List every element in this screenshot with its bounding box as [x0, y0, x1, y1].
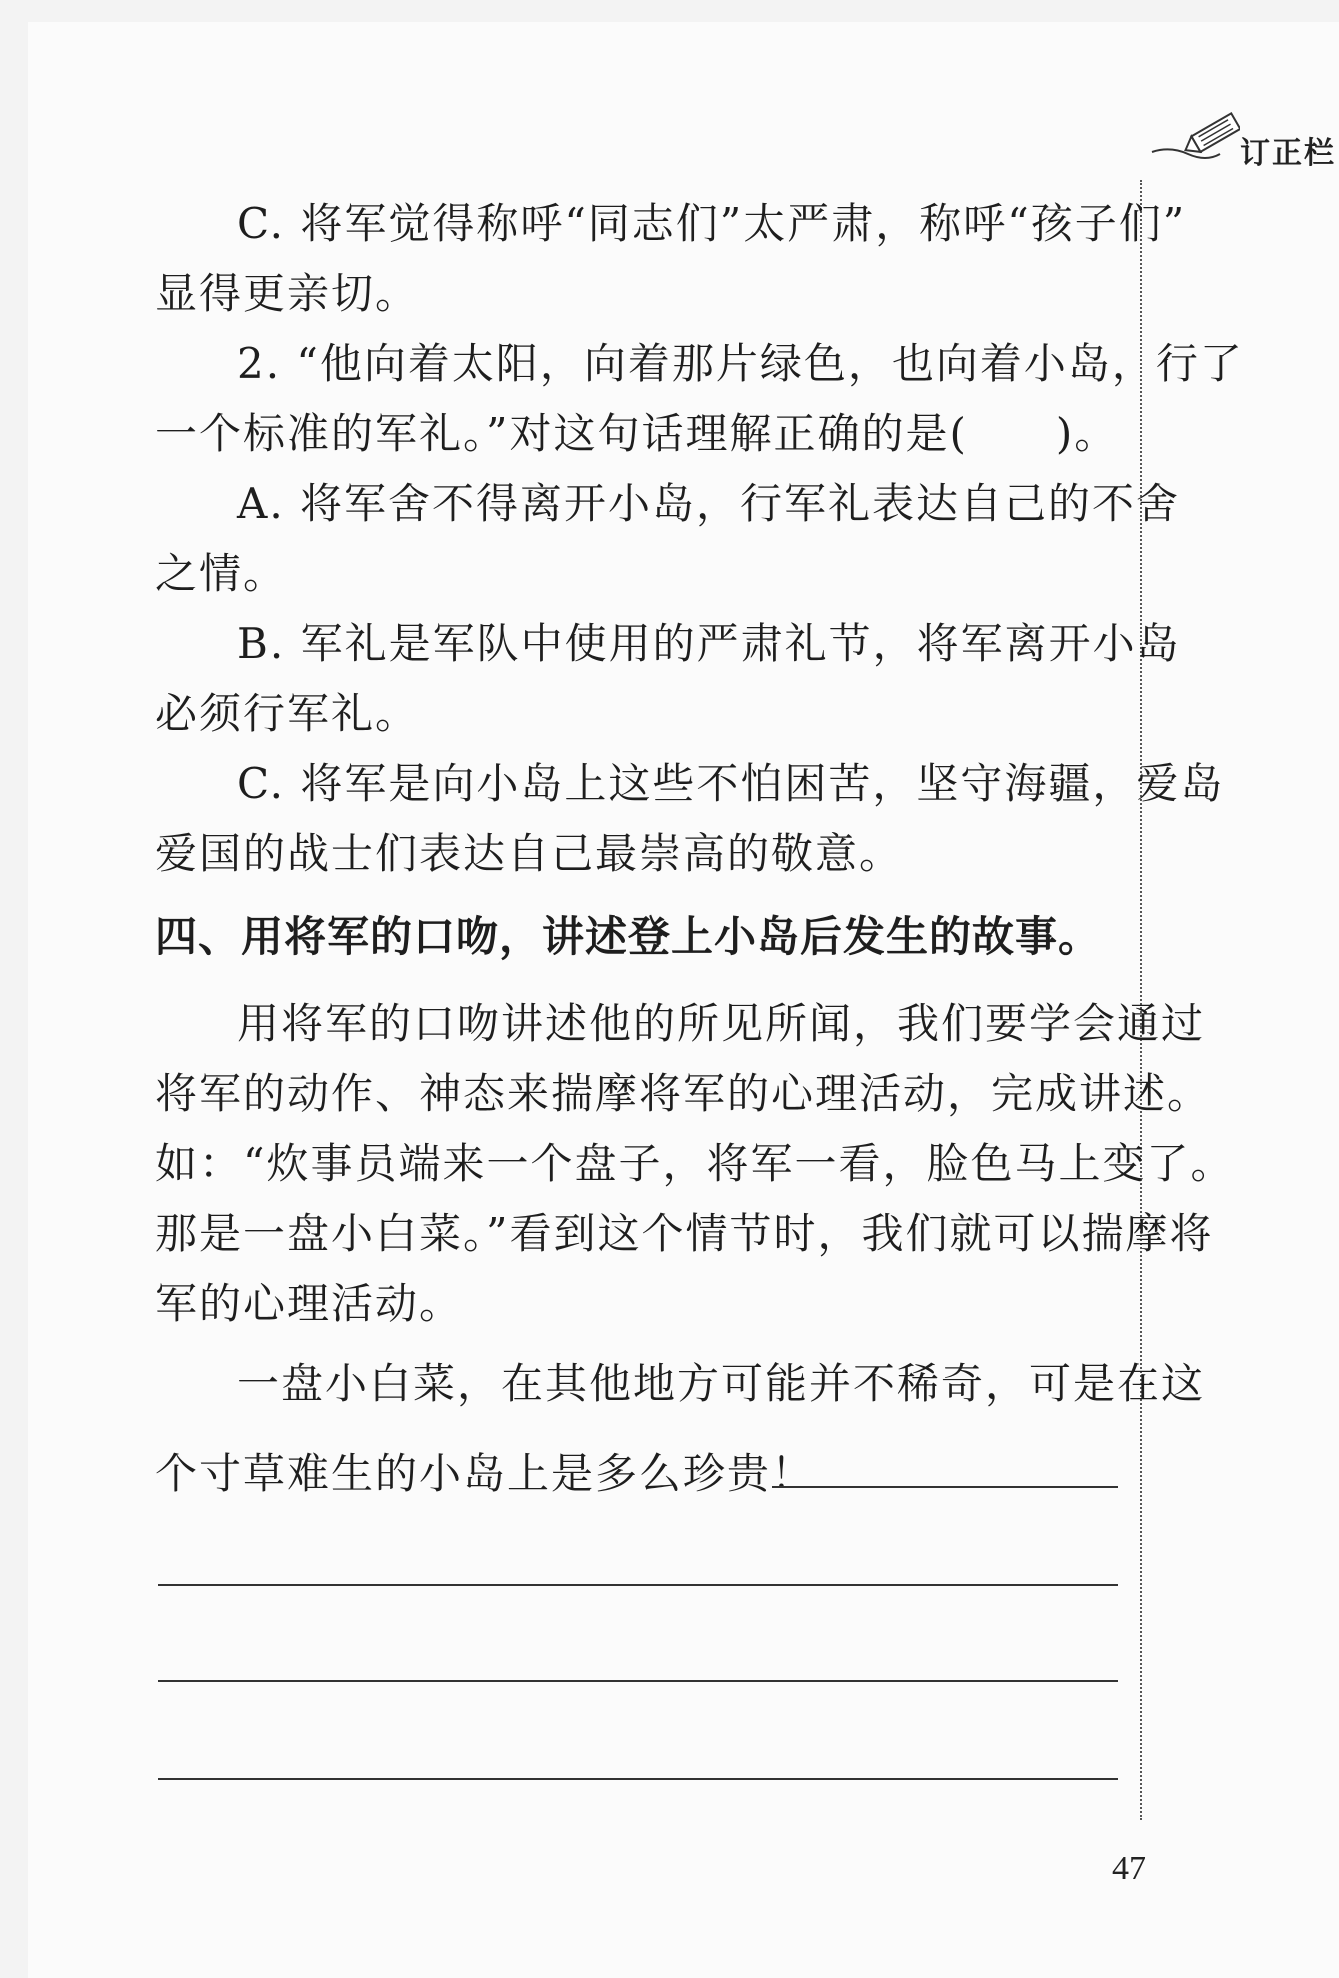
answer-blank-line[interactable]: [772, 1486, 1118, 1488]
option-text: 显得更亲切。: [155, 269, 420, 318]
answer-blank-line[interactable]: [158, 1680, 1118, 1682]
option-text: 之情。: [155, 549, 288, 598]
option-text: A. 将军舍不得离开小岛，行军礼表达自己的不舍: [237, 479, 1181, 528]
page-number: 47: [1112, 1850, 1146, 1887]
option-text: C. 将军觉得称呼“同志们”太严肃，称呼“孩子们”: [237, 199, 1187, 248]
option-text: C. 将军是向小岛上这些不怕困苦，坚守海疆，爱岛: [237, 759, 1225, 808]
correction-column-label: 订正栏: [1240, 136, 1336, 171]
guide-text: 用将军的口吻讲述他的所见所闻，我们要学会通过: [237, 999, 1206, 1048]
section-heading: 四、用将军的口吻，讲述登上小岛后发生的故事。: [155, 912, 1102, 961]
answer-blank-line[interactable]: [158, 1584, 1118, 1586]
answer-blank-line[interactable]: [158, 1778, 1118, 1780]
guide-text: 那是一盘小白菜。”看到这个情节时，我们就可以揣摩将: [155, 1209, 1214, 1258]
question-text: 2. “他向着太阳，向着那片绿色，也向着小岛，行了: [237, 339, 1244, 388]
option-text: 必须行军礼。: [155, 689, 420, 738]
guide-text: 如：“炊事员端来一个盘子，将军一看，脸色马上变了。: [155, 1139, 1235, 1188]
option-text: B. 军礼是军队中使用的严肃礼节，将军离开小岛: [237, 619, 1181, 668]
pencil-icon: [1150, 100, 1240, 170]
option-text: 爱国的战士们表达自己最崇高的敬意。: [155, 829, 904, 878]
answer-text: 一盘小白菜，在其他地方可能并不稀奇，可是在这: [237, 1359, 1206, 1408]
guide-text: 军的心理活动。: [155, 1279, 464, 1328]
question-text: 一个标准的军礼。”对这句话理解正确的是( )。: [155, 409, 1119, 458]
answer-text: 个寸草难生的小岛上是多么珍贵！: [155, 1449, 816, 1498]
guide-text: 将军的动作、神态来揣摩将军的心理活动，完成讲述。: [155, 1069, 1212, 1118]
